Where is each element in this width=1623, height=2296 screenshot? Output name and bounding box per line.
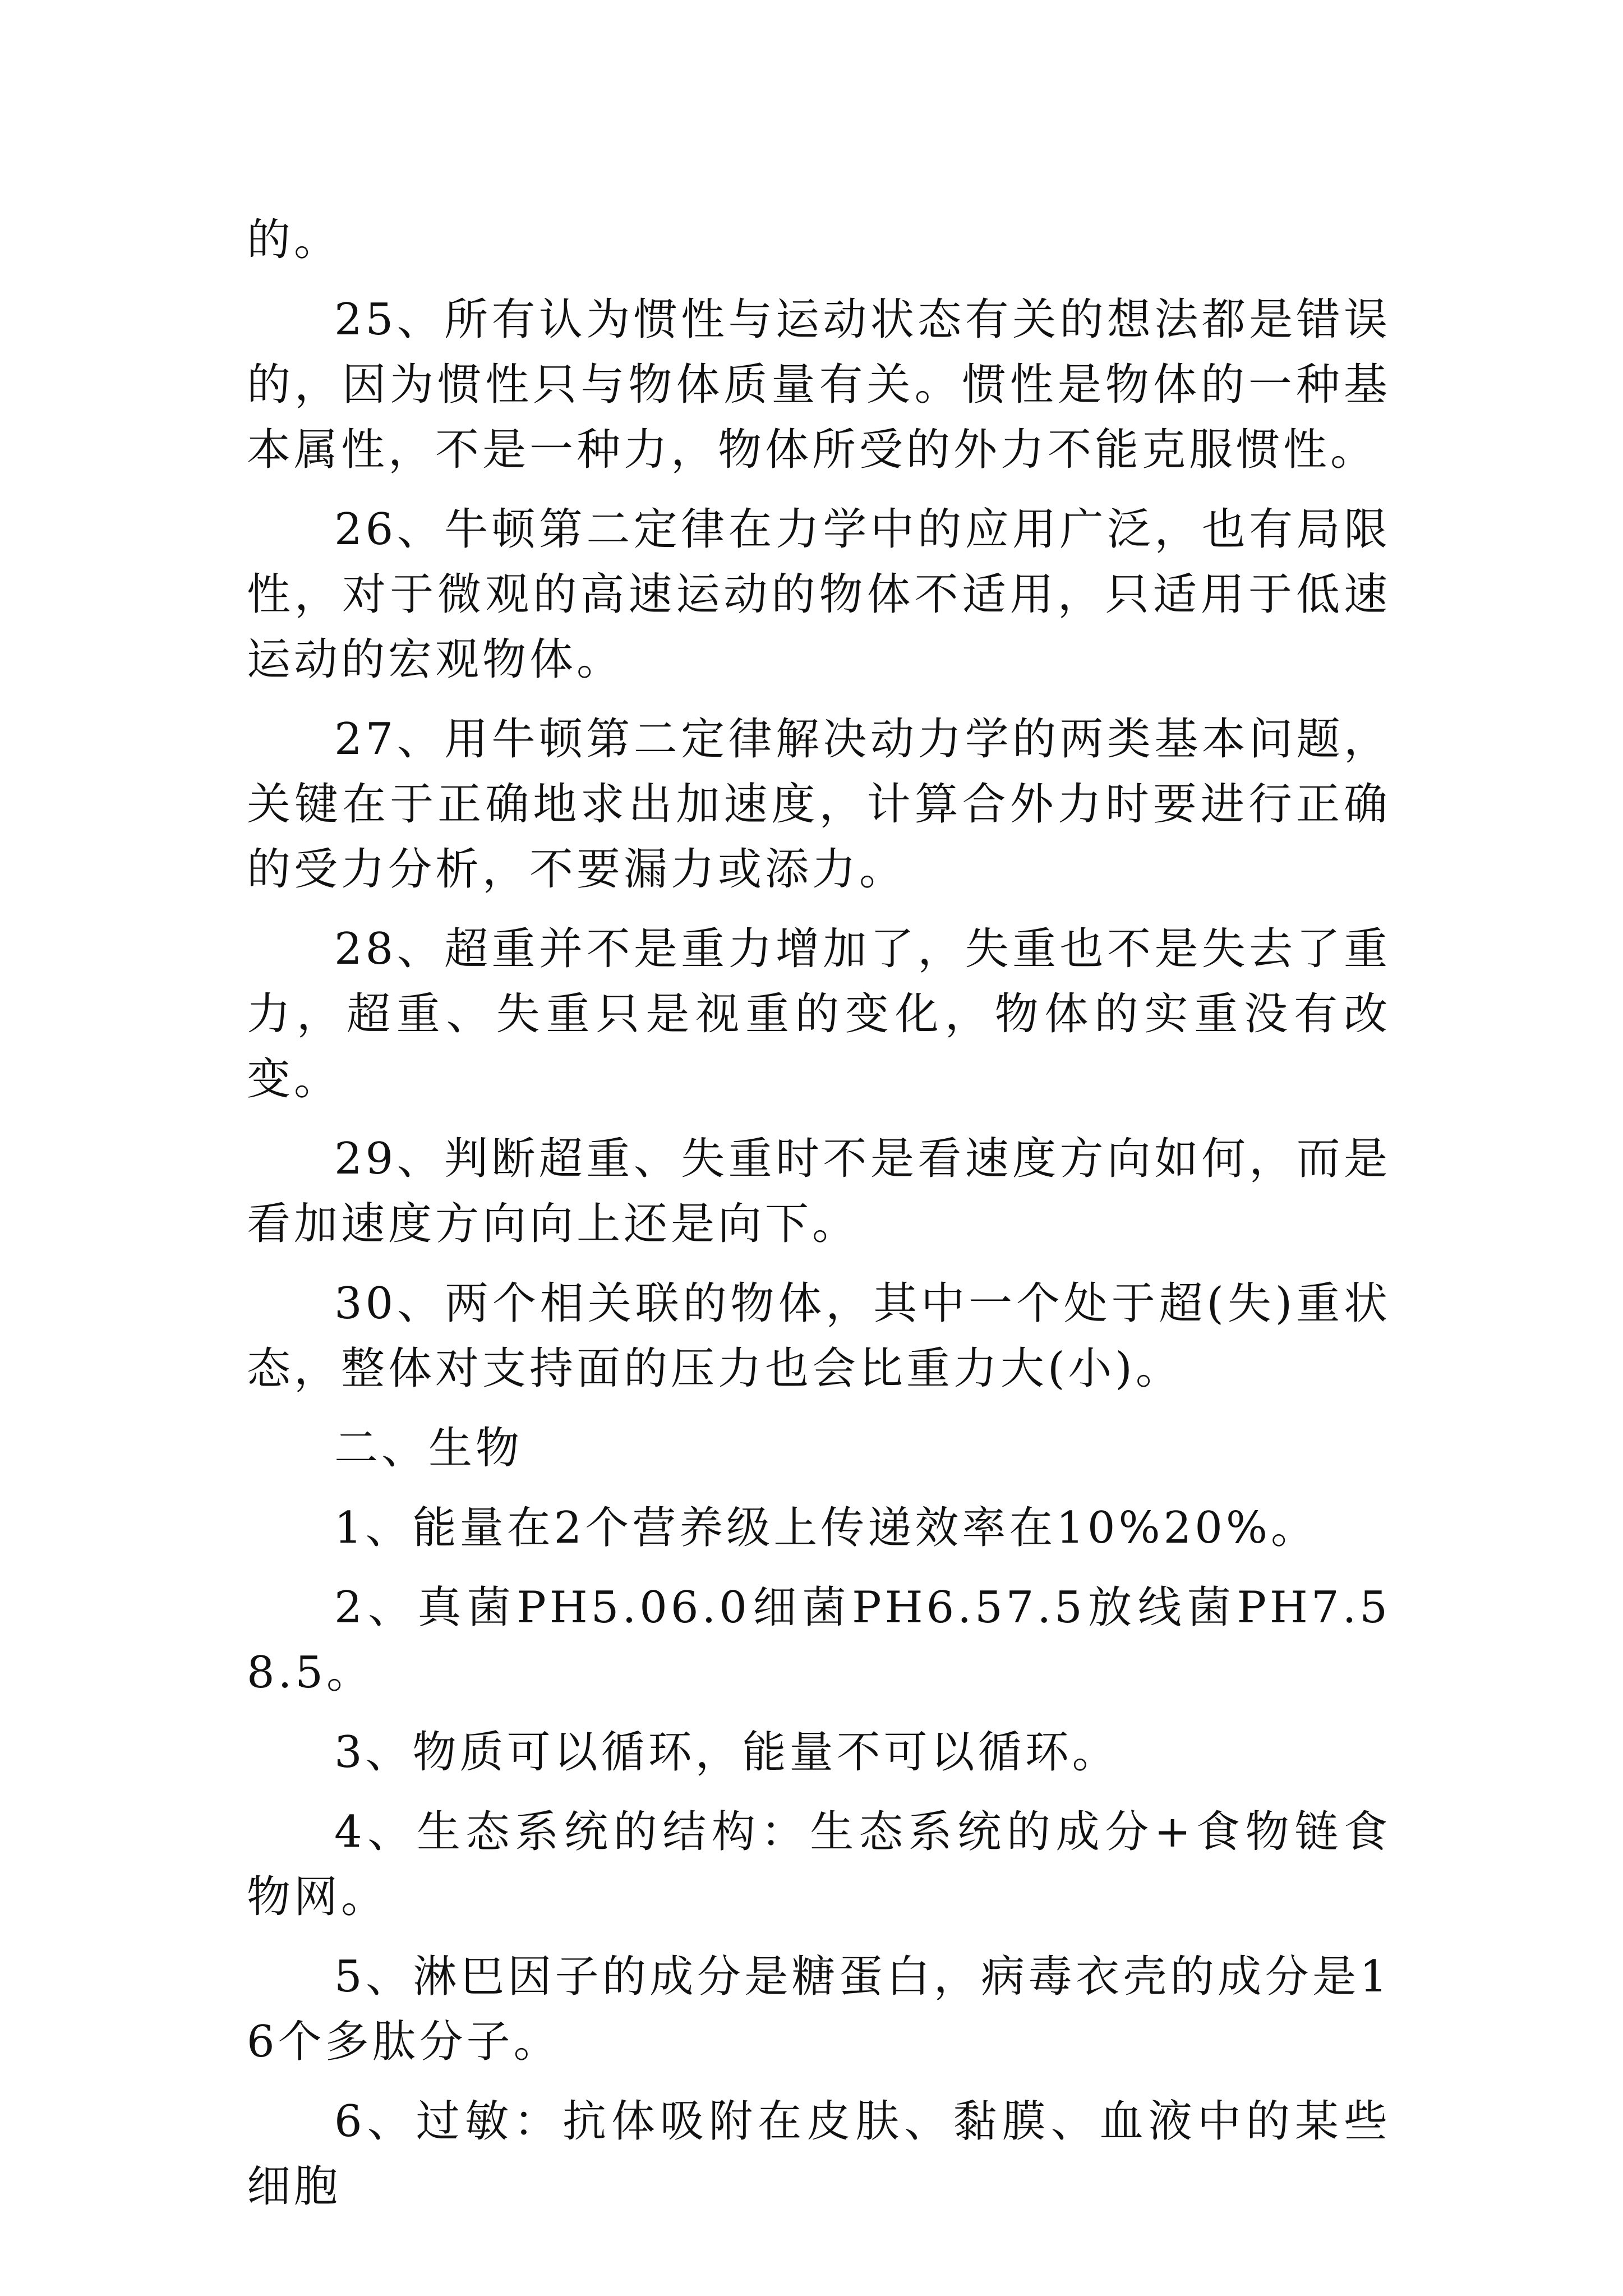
biology-item-1: 1、能量在2个营养级上传递效率在10%20%。: [334, 1503, 1318, 1553]
physics-item-30: 30、两个相关联的物体，其中一个处于超(失)重状态，整体对支持面的压力也会比重力大(小)。: [247, 1278, 1391, 1394]
biology-item-3: 3、物质可以循环，能量不可以循环。: [334, 1727, 1119, 1778]
biology-item-6: 6、过敏：抗体吸附在皮肤、黏膜、血液中的某些细胞: [247, 2096, 1391, 2212]
continuation-text: 的。: [247, 215, 342, 265]
physics-item-27: 27、用牛顿第二定律解决动力学的两类基本问题，关键在于正确地求出加速度，计算合外力时要进行正确的受力分析，不要漏力或添力。: [247, 714, 1391, 895]
section-heading-biology: 二、生物: [334, 1423, 523, 1474]
document-body: [247, 208, 1391, 2234]
biology-item-2: 2、真菌PH5.06.0细菌PH6.57.5放线菌PH7.58.5。: [247, 1582, 1391, 1698]
physics-item-28: 28、超重并不是重力增加了，失重也不是失去了重力，超重、失重只是视重的变化，物体的实重没有改变。: [247, 924, 1391, 1105]
physics-item-29: 29、判断超重、失重时不是看速度方向如何，而是看加速度方向向上还是向下。: [247, 1134, 1391, 1249]
physics-item-25: 25、所有认为惯性与运动状态有关的想法都是错误的，因为惯性只与物体质量有关。惯性是物体的一种基本属性，不是一种力，物体所受的外力不能克服惯性。: [247, 295, 1391, 475]
biology-item-5: 5、淋巴因子的成分是糖蛋白，病毒衣壳的成分是16个多肽分子。: [247, 1952, 1391, 2067]
biology-item-4: 4、生态系统的结构：生态系统的成分+食物链食物网。: [247, 1807, 1391, 1922]
physics-item-26: 26、牛顿第二定律在力学中的应用广泛，也有局限性，对于微观的高速运动的物体不适用，只适用于低速运动的宏观物体。: [247, 504, 1391, 685]
